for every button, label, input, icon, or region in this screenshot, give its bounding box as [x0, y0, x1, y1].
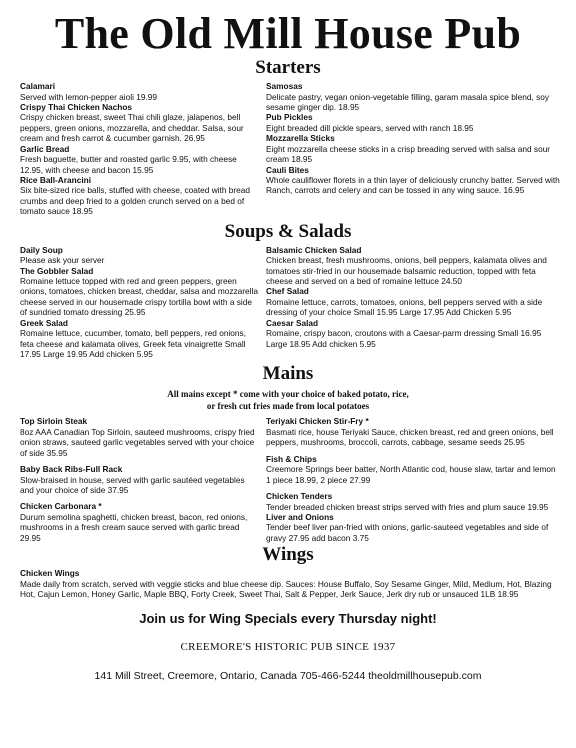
item-name: Garlic Bread [20, 143, 70, 154]
item-name: Teriyaki Chicken Stir-Fry * [266, 416, 369, 427]
menu-item [266, 245, 560, 287]
menu-item [20, 144, 258, 175]
menu-item [266, 454, 560, 485]
menu-item [20, 318, 258, 360]
menu-item [20, 266, 258, 318]
wing-specials-promo: Join us for Wing Specials every Thursday night! [139, 610, 437, 626]
menu-item [20, 102, 258, 144]
starters-heading: Starters [255, 57, 321, 78]
menu-item [20, 501, 258, 543]
menu-item [20, 81, 258, 102]
item-name: Calamari [20, 81, 56, 91]
soups-left-column [20, 245, 262, 360]
item-name: Crispy Thai Chicken Nachos [20, 101, 133, 112]
wings-heading: Wings [262, 544, 314, 566]
menu-item [20, 464, 258, 495]
pub-title: The Old Mill House Pub [54, 9, 522, 58]
menu-item [266, 491, 560, 512]
item-description: Six bite-sized rice balls, stuffed with cheese, coated with bread crumbs and deep fried to a golden crunch served on a bed of tomato sauce 18.95 [20, 185, 250, 217]
item-name: Mozzarella Sticks [266, 133, 335, 144]
mains-note-line-1: All mains except * come with your choice of baked potato, rice, [167, 389, 409, 400]
item-description: Whole cauliflower florets in a thin layer of deliciously crunchy batter. Served with Ranch, carrots and celery and can be tossed in any wing sauce. 16.95 [266, 175, 560, 196]
item-name: Liver and Onions [266, 511, 334, 522]
item-description: Durum semolina spaghetti, chicken breast, bacon, red onions, mushrooms in a fresh cream sauce served with garlic bread 29.95 [20, 511, 248, 543]
item-description: Made daily from scratch, served with veggie sticks and blue cheese dip. Sauces: House Buffalo, Soy Sesame Ginger, Mild, Medium, Hot, Blazing Hot, Cajun Lemon, Honey Garlic, Maple BBQ, Forty Creek, Sweet Thai, Salt & Pepper, Jerk Sauce, Jerk dry rub or unsauced 1LB 18.95 [20, 578, 552, 600]
menu-item [20, 416, 258, 458]
item-description: Tender beef liver pan-fried with onions, garlic-sauteed vegetables and side of gravy 27.95 add bacon 3.75 [266, 522, 549, 543]
menu-item [266, 318, 560, 349]
menu-item [266, 416, 560, 447]
mains-left-column [20, 416, 262, 543]
item-description: Eight mozzarella cheese sticks in a crisp breading served with salsa and sour cream 18.95 [266, 143, 551, 165]
item-name: Cauli Bites [266, 164, 309, 175]
item-name: Greek Salad [20, 317, 68, 328]
soups-right-column [262, 245, 560, 360]
menu-item [266, 81, 560, 112]
item-name: Baby Back Ribs-Full Rack [20, 464, 123, 475]
item-description: Tender breaded chicken breast strips served with fries and plum sauce 19.95 [266, 501, 549, 512]
item-name: The Gobbler Salad [20, 265, 94, 276]
item-name: Chicken Wings [20, 568, 80, 579]
item-description: Romaine lettuce, cucumber, tomato, bell peppers, red onions, feta cheese and kalamata olives, Greek feta vinaigrette Small 17.95 Large 19.95 Add chicken 5.95 [20, 328, 246, 359]
soups-columns [0, 245, 576, 360]
item-description: Creemore Springs beer batter, North Atlantic cod, house slaw, tartar and lemon 1 piece 18.99, 2 piece 27.99 [266, 464, 556, 485]
mains-columns [0, 416, 576, 543]
item-description: Served with lemon-pepper aioli 19.99 [20, 91, 157, 102]
menu-item [266, 112, 560, 133]
historic-pub-tagline: CREEMORE'S HISTORIC PUB SINCE 1937 [180, 640, 396, 653]
item-description: Romaine lettuce, carrots, tomatoes, onions, bell peppers served with a side dressing of your choice Small 15.95 Large 17.95 Add Chicken 5.95 [266, 296, 543, 318]
item-name: Pub Pickles [266, 112, 313, 123]
item-name: Samosas [266, 81, 303, 91]
item-description: Chicken breast, fresh mushrooms, onions, bell peppers, kalamata olives and tomatoes stir-fried in our housemade balsamic reduction, topped with feta cheese and served on a bed of romaine lettuce 24.50 [266, 255, 547, 286]
menu-item [20, 175, 258, 217]
mains-note-line-2: or fresh cut fries made from local potatoes [206, 401, 370, 412]
mains-heading: Mains [262, 363, 314, 385]
item-description: Eight breaded dill pickle spears, served with ranch 18.95 [266, 122, 474, 133]
item-name: Fish & Chips [266, 453, 317, 464]
item-description: Fresh baguette, butter and roasted garlic 9.95, with cheese 12.95, with cheese and bacon 15.95 [20, 154, 237, 175]
starters-right-column [262, 81, 560, 217]
item-description: Crispy chicken breast, sweet Thai chili glaze, jalapenos, bell peppers, green onions, mozzarella, and cheddar. Salsa, sour cream and fresh carrot & cucumber garnish. 26.95 [20, 112, 244, 144]
item-name: Top Sirloin Steak [20, 416, 88, 427]
item-name: Daily Soup [20, 244, 63, 255]
item-name: Chicken Carbonara * [20, 501, 102, 512]
item-description: Please ask your server [20, 255, 105, 266]
item-description: Basmati rice, house Teriyaki Sauce, chicken breast, red and green onions, bell peppers, mushrooms, broccoli, carrots, cabbage, sesame seeds 25.95 [266, 426, 554, 448]
menu-item [20, 245, 258, 266]
item-description: Romaine lettuce topped with red and green peppers, green onions, tomatoes, chicken breast, cheddar, salsa and mozzarella cheese served in our housemade crispy tortilla bowl with a side of sundried tomato dressing 25.95 [20, 276, 258, 318]
menu-item [266, 165, 560, 196]
item-name: Chef Salad [266, 286, 309, 297]
item-name: Rice Ball-Arancini [20, 174, 92, 185]
menu-item [266, 512, 560, 543]
item-description: Romaine, crispy bacon, croutons with a Caesar-parm dressing Small 16.95 Large 18.95 Add chicken 5.95 [266, 328, 542, 349]
address-footer: 141 Mill Street, Creemore, Ontario, Canada 705-466-5244 theoldmillhousepub.com [94, 669, 482, 682]
wings-item [0, 568, 576, 599]
soups-salads-heading: Soups & Salads [224, 220, 352, 242]
item-name: Chicken Tenders [266, 491, 333, 502]
menu-item [266, 133, 560, 164]
menu-item [266, 286, 560, 317]
starters-left-column [20, 81, 262, 217]
item-description: 8oz AAA Canadian Top Sirloin, sauteed mushrooms, crispy fried onion straws, sauteed garlic vegetables served with your choice of side 35.95 [20, 426, 255, 458]
mains-right-column [262, 416, 560, 543]
item-description: Delicate pastry, vegan onion-vegetable filling, garam masala spice blend, soy sesame ginger dip. 18.95 [266, 91, 550, 112]
item-name: Caesar Salad [266, 317, 319, 328]
item-name: Balsamic Chicken Salad [266, 244, 362, 255]
item-description: Slow-braised in house, served with garlic sautéed vegetables and your choice of side 37.95 [20, 474, 245, 496]
starters-columns [0, 81, 576, 217]
